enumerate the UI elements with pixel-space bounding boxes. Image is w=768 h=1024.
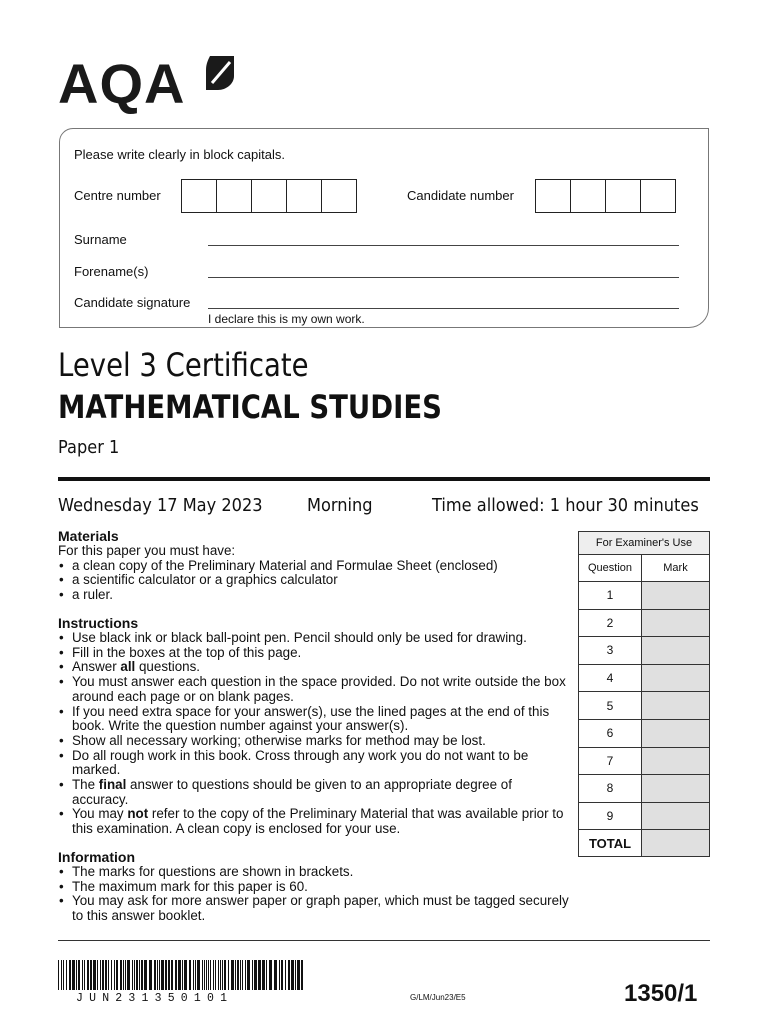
centre-digit-box[interactable] xyxy=(321,179,357,213)
surname-label: Surname xyxy=(74,232,127,247)
total-label: TOTAL xyxy=(579,830,642,857)
question-number: 4 xyxy=(579,664,642,692)
examiner-table-heading: For Examiner's Use xyxy=(579,532,710,555)
exam-session: Morning xyxy=(307,495,373,516)
list-item: • a ruler. xyxy=(58,588,568,603)
information-section xyxy=(58,849,570,924)
question-number: 3 xyxy=(579,637,642,665)
question-number: 8 xyxy=(579,775,642,803)
question-number: 5 xyxy=(579,692,642,720)
surname-line[interactable] xyxy=(208,245,679,246)
table-row xyxy=(579,802,710,830)
mark-cell xyxy=(642,664,710,692)
candidate-digit-box[interactable] xyxy=(535,179,571,213)
list-item: • Do all rough work in this book. Cross through any work you do not want to be marked. xyxy=(58,749,570,778)
examiner-use-table xyxy=(578,531,710,857)
table-row xyxy=(579,775,710,803)
materials-heading: Materials xyxy=(58,528,119,544)
aqa-logo xyxy=(58,52,228,115)
mark-cell xyxy=(642,719,710,747)
mark-cell xyxy=(642,747,710,775)
total-mark-cell xyxy=(642,830,710,857)
candidate-number-label: Candidate number xyxy=(407,188,514,203)
candidate-digit-box[interactable] xyxy=(640,179,676,213)
block-capitals-instruction: Please write clearly in block capitals. xyxy=(74,147,285,162)
candidate-digit-box[interactable] xyxy=(605,179,641,213)
list-item: • You must answer each question in the space provided. Do not write outside the box around each page or on blank pages. xyxy=(58,675,570,704)
forenames-line[interactable] xyxy=(208,277,679,278)
centre-digit-box[interactable] xyxy=(216,179,252,213)
list-item: • Show all necessary working; otherwise marks for method may be lost. xyxy=(58,734,570,749)
table-row xyxy=(579,719,710,747)
header-divider xyxy=(58,477,710,481)
question-number: 9 xyxy=(579,802,642,830)
table-row xyxy=(579,830,710,857)
mark-cell xyxy=(642,609,710,637)
centre-digit-box[interactable] xyxy=(181,179,217,213)
list-item: • Use black ink or black ball-point pen. Pencil should only be used for drawing. xyxy=(58,631,570,646)
materials-section xyxy=(58,528,568,603)
materials-list xyxy=(58,559,568,603)
mark-cell xyxy=(642,802,710,830)
mark-cell xyxy=(642,582,710,610)
centre-number-label: Centre number xyxy=(74,188,161,203)
document-reference: G/LM/Jun23/E5 xyxy=(410,993,466,1002)
list-item: • Fill in the boxes at the top of this page. xyxy=(58,646,570,661)
mark-cell xyxy=(642,775,710,803)
paper-number: Paper 1 xyxy=(58,437,120,458)
list-item: • You may ask for more answer paper or graph paper, which must be tagged securely to this answer booklet. xyxy=(58,894,570,923)
instructions-heading: Instructions xyxy=(58,615,139,631)
information-heading: Information xyxy=(58,849,135,865)
question-number: 1 xyxy=(579,582,642,610)
instructions-list xyxy=(58,631,570,837)
centre-digit-box[interactable] xyxy=(286,179,322,213)
list-item: • The marks for questions are shown in brackets. xyxy=(58,865,570,880)
table-row xyxy=(579,747,710,775)
paper-code: 1350/1 xyxy=(624,980,698,1007)
mark-column-header: Mark xyxy=(642,555,710,582)
materials-intro: For this paper you must have: xyxy=(58,543,236,558)
list-item: • You may not refer to the copy of the Preliminary Material that was available prior to this examination. A clean copy is enclosed for your use. xyxy=(58,807,570,836)
mark-cell xyxy=(642,637,710,665)
barcode-text: JUN231350101 xyxy=(76,992,234,1005)
declaration-text: I declare this is my own work. xyxy=(208,312,365,326)
exam-date: Wednesday 17 May 2023 xyxy=(58,495,263,516)
list-item: • a scientific calculator or a graphics calculator xyxy=(58,573,568,588)
information-list xyxy=(58,865,570,924)
signature-line[interactable] xyxy=(208,308,679,309)
qualification-level: Level 3 Certificate xyxy=(58,346,309,384)
list-item: • If you need extra space for your answer(s), use the lined pages at the end of this book. Write the question number against your answer(s). xyxy=(58,705,570,734)
forenames-label: Forename(s) xyxy=(74,264,149,279)
barcode-icon xyxy=(58,960,303,990)
question-number: 6 xyxy=(579,719,642,747)
question-number: 2 xyxy=(579,609,642,637)
list-item: • Answer all questions. xyxy=(58,660,570,675)
signature-label: Candidate signature xyxy=(74,295,191,310)
list-item: • The final answer to questions should be given to an appropriate degree of accuracy. xyxy=(58,778,570,807)
instructions-section xyxy=(58,615,570,837)
list-item: • The maximum mark for this paper is 60. xyxy=(58,880,570,895)
table-row xyxy=(579,664,710,692)
table-row xyxy=(579,692,710,720)
centre-digit-box[interactable] xyxy=(251,179,287,213)
mark-cell xyxy=(642,692,710,720)
table-row xyxy=(579,609,710,637)
leaf-logo-icon xyxy=(206,56,234,90)
candidate-number-boxes xyxy=(536,179,676,213)
centre-number-boxes xyxy=(182,179,357,213)
list-item: • a clean copy of the Preliminary Material and Formulae Sheet (enclosed) xyxy=(58,559,568,574)
time-allowed: Time allowed: 1 hour 30 minutes xyxy=(432,495,699,516)
table-row xyxy=(579,582,710,610)
footer-divider xyxy=(58,940,710,941)
candidate-digit-box[interactable] xyxy=(570,179,606,213)
question-number: 7 xyxy=(579,747,642,775)
logo-text: AQA xyxy=(58,52,186,115)
table-row xyxy=(579,637,710,665)
subject-title: MATHEMATICAL STUDIES xyxy=(58,388,442,426)
candidate-details-box xyxy=(59,128,709,328)
question-column-header: Question xyxy=(579,555,642,582)
